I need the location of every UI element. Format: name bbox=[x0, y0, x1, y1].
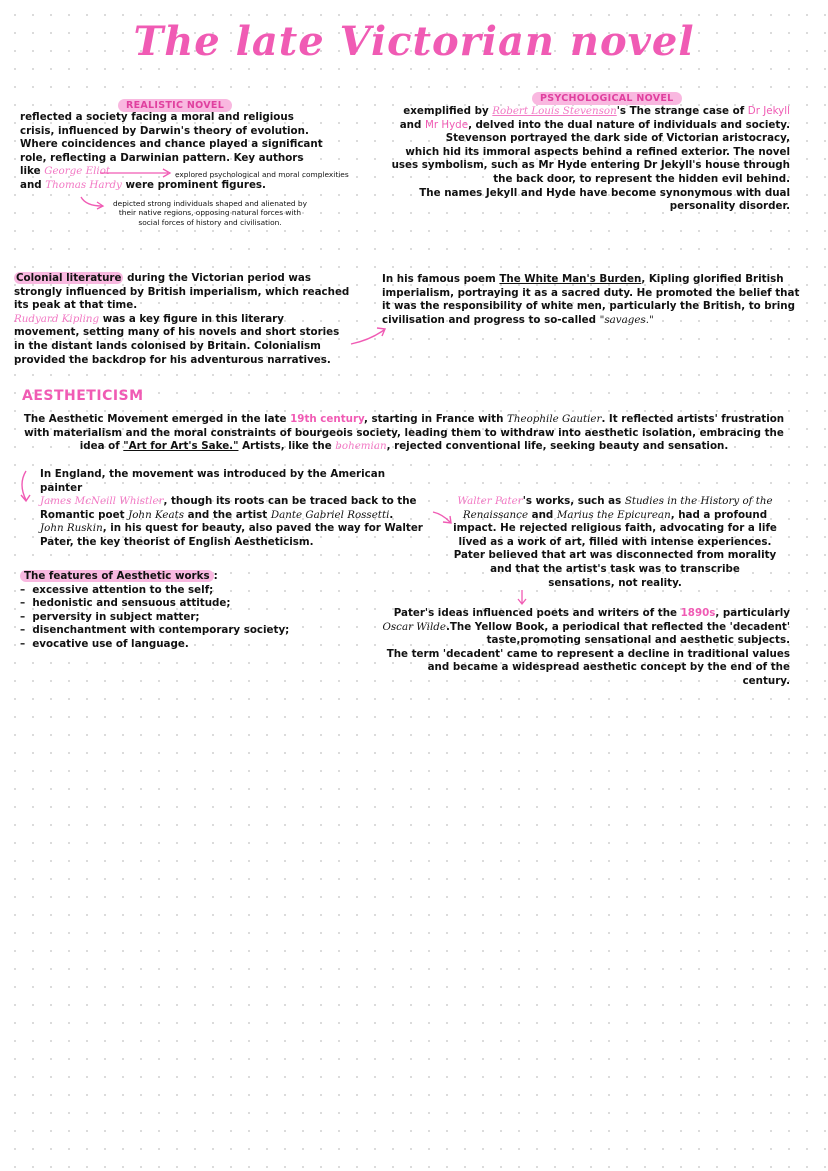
realistic-novel-text bbox=[20, 111, 350, 193]
text-line: strongly influenced by British imperialism, which reached bbox=[14, 285, 350, 298]
text-line bbox=[382, 314, 802, 328]
text-line: with materialism and the moral constraints of bourgeois society, leading them to withdraw into aesthetic isolation, embracing the bbox=[24, 426, 784, 439]
work-studies: Studies in the History of the bbox=[624, 495, 773, 507]
text-line bbox=[40, 509, 430, 523]
author-whistler: James McNeill Whistler bbox=[40, 495, 164, 508]
text-line: taste,promoting sensational and aesthetic subjects. bbox=[486, 634, 790, 647]
text-span: , though its roots can be traced back to the bbox=[163, 495, 417, 508]
text-span: , delved into the dual nature of individuals and society. bbox=[468, 118, 790, 131]
text-span: and bbox=[531, 508, 554, 521]
hardy-note bbox=[100, 199, 320, 227]
author-kipling: Rudyard Kipling bbox=[14, 312, 100, 325]
text-span: . It reflected artists' frustration bbox=[601, 413, 785, 425]
features-highlight: The features of Aesthetic works bbox=[20, 570, 214, 582]
text-line: reflected a society facing a moral and religious bbox=[20, 111, 294, 123]
psychological-novel-badge: PSYCHOLOGICAL NOVEL bbox=[532, 92, 682, 105]
text-span: : bbox=[213, 570, 218, 582]
text-line: Pater believed that art was disconnected from morality bbox=[453, 549, 777, 562]
author-rossetti: Dante Gabriel Rossetti bbox=[270, 508, 390, 521]
feature-item: hedonistic and sensuous attitude; bbox=[32, 597, 231, 610]
text-line bbox=[20, 179, 350, 193]
author-gautier: Theophile Gautier bbox=[507, 413, 602, 425]
author-pater: Walter Pater bbox=[457, 495, 523, 507]
text-line: impact. He rejected religious faith, advocating for a life bbox=[453, 522, 777, 535]
character-hyde: Mr Hyde bbox=[424, 118, 469, 131]
text-span: .The Yellow Book, a periodical that reflected the 'decadent' bbox=[445, 620, 790, 633]
eliot-arrow-icon bbox=[100, 168, 180, 178]
text-line: their native regions, opposing natural forces with bbox=[118, 208, 302, 218]
text-span: , Kipling glorified British bbox=[641, 273, 784, 285]
text-line: Where coincidences and chance played a significant bbox=[20, 138, 323, 151]
colonial-literature-highlight: Colonial literature bbox=[16, 272, 122, 284]
colonial-literature-text bbox=[14, 272, 354, 367]
feature-item: disenchantment with contemporary society; bbox=[32, 624, 290, 637]
text-span: exemplified by bbox=[403, 105, 489, 117]
text-span: and the artist bbox=[187, 508, 268, 521]
text-line: and became a widespread aesthetic concept by the end of the century. bbox=[427, 661, 790, 687]
list-item: – hedonistic and sensuous attitude; bbox=[20, 597, 231, 610]
text-line: lived as a work of art, filled with intense experiences. bbox=[458, 535, 772, 548]
author-george-eliot: George Eliot bbox=[44, 165, 111, 178]
bohemian-term: bohemian bbox=[335, 440, 387, 453]
poem-title: The White Man's Burden bbox=[499, 273, 642, 285]
nineteenth-century: 19th century bbox=[290, 413, 364, 425]
text-line bbox=[390, 119, 790, 133]
text-line: provided the backdrop for his adventurous narratives. bbox=[14, 353, 331, 366]
text-span: Artists, like the bbox=[242, 440, 332, 453]
text-line: imperialism, portraying it as a sacred duty. He promoted the belief that bbox=[382, 286, 800, 299]
text-span: Pater's ideas influenced poets and writers of the bbox=[393, 607, 678, 619]
work-marius: Marius the Epicurean bbox=[556, 508, 671, 521]
text-span: , particularly bbox=[715, 607, 790, 619]
decadent-arrow-icon bbox=[516, 590, 528, 606]
text-line: Pater, the key theorist of English Aestheticism. bbox=[40, 535, 314, 548]
list-item: – evocative use of language. bbox=[20, 637, 189, 650]
list-item: – perversity in subject matter; bbox=[20, 610, 200, 623]
aestheticism-heading: AESTHETICISM bbox=[22, 388, 144, 404]
text-line bbox=[445, 509, 785, 523]
text-line: in the distant lands colonised by Britain. Colonialism bbox=[14, 339, 321, 352]
features-list bbox=[20, 570, 340, 652]
text-line: its peak at that time. bbox=[14, 299, 138, 312]
text-line: depicted strong individuals shaped and alienated by bbox=[112, 199, 307, 208]
text-line: it was the responsibility of white men, particularly the British, to bring bbox=[382, 300, 795, 313]
text-span: during the Victorian period was bbox=[127, 272, 311, 284]
realistic-novel-badge: REALISTIC NOVEL bbox=[118, 99, 232, 112]
art-for-arts-sake: "Art for Art's Sake." bbox=[123, 440, 239, 453]
text-span: 's The strange case of bbox=[616, 105, 745, 117]
text-line: In England, the movement was introduced by the American painter bbox=[40, 468, 386, 494]
text-line: Stevenson portrayed the dark side of Victorian aristocracy, bbox=[445, 132, 790, 145]
savages-quote: "savages." bbox=[599, 313, 654, 326]
text-line: movement, setting many of his novels and short stories bbox=[14, 326, 340, 339]
walter-pater-text bbox=[445, 495, 785, 590]
white-mans-burden-text bbox=[382, 273, 802, 327]
text-line bbox=[14, 440, 794, 454]
text-line bbox=[380, 607, 790, 621]
author-stevenson: Robert Louis Stevenson bbox=[492, 105, 617, 117]
text-span: idea of bbox=[79, 440, 120, 453]
text-line bbox=[14, 272, 354, 286]
text-line: uses symbolism, such as Mr Hyde entering Dr Jekyll's house through bbox=[391, 159, 790, 172]
page-title: The late Victorian novel bbox=[133, 18, 695, 65]
eliot-note: explored psychological and moral complexities bbox=[175, 170, 349, 179]
text-line: personality disorder. bbox=[669, 200, 790, 213]
aestheticism-intro bbox=[14, 413, 794, 454]
author-thomas-hardy: Thomas Hardy bbox=[45, 178, 122, 191]
work-renaissance: Renaissance bbox=[462, 508, 529, 521]
england-aestheticism-text bbox=[40, 468, 430, 550]
text-line: sensations, not reality. bbox=[548, 576, 682, 589]
text-line: The names Jekyll and Hyde have become synonymous with dual bbox=[419, 186, 790, 199]
author-wilde: Oscar Wilde bbox=[382, 620, 446, 633]
text-line bbox=[40, 495, 430, 509]
text-line: crisis, influenced by Darwin's theory of evolution. bbox=[20, 124, 309, 137]
text-span: 's works, such as bbox=[522, 495, 622, 507]
text-line: The term 'decadent' came to represent a decline in traditional values bbox=[386, 647, 790, 660]
text-span: , in his quest for beauty, also paved the way for Walter bbox=[102, 522, 423, 535]
text-line bbox=[14, 413, 794, 427]
text-span: civilisation and progress to so-called bbox=[382, 313, 597, 326]
text-span: Romantic poet bbox=[40, 508, 125, 521]
list-item: – disenchantment with contemporary society; bbox=[20, 624, 290, 637]
text-line: role, reflecting a Darwinian pattern. Key authors bbox=[20, 151, 304, 164]
feature-item: excessive attention to the self; bbox=[32, 583, 214, 596]
text-span: , starting in France with bbox=[363, 413, 504, 425]
text-line bbox=[20, 570, 340, 584]
text-span: were prominent figures. bbox=[125, 178, 266, 191]
text-span: , had a profound bbox=[670, 508, 768, 521]
psychological-novel-text bbox=[390, 105, 790, 214]
text-line bbox=[445, 495, 785, 509]
england-arrow-icon bbox=[18, 470, 34, 504]
text-line bbox=[14, 313, 354, 327]
feature-item: perversity in subject matter; bbox=[32, 610, 200, 623]
text-span: The Aesthetic Movement emerged in the late bbox=[23, 413, 287, 425]
text-line bbox=[382, 273, 802, 287]
text-line bbox=[40, 522, 430, 536]
decadent-text bbox=[380, 607, 790, 689]
text-span: . bbox=[389, 508, 394, 521]
feature-item: evocative use of language. bbox=[32, 637, 189, 650]
text-line: which hid its immoral aspects behind a refined exterior. The novel bbox=[405, 145, 790, 158]
author-ruskin: John Ruskin bbox=[40, 522, 103, 535]
character-jekyll: Dr Jekyll bbox=[747, 105, 790, 117]
text-span: , rejected conventional life, seeking beauty and sensation. bbox=[386, 440, 729, 453]
list-item: – excessive attention to the self; bbox=[20, 583, 214, 596]
text-span: was a key figure in this literary bbox=[102, 312, 284, 325]
eighteen-nineties: 1890s bbox=[680, 607, 716, 619]
author-keats: John Keats bbox=[128, 508, 185, 521]
text-line bbox=[390, 105, 790, 119]
text-span: and bbox=[399, 118, 422, 131]
text-span: like bbox=[20, 165, 41, 178]
text-span: and bbox=[20, 178, 42, 191]
text-line: and that the artist's task was to transcribe bbox=[490, 562, 740, 575]
text-span: In his famous poem bbox=[382, 273, 496, 285]
text-line bbox=[380, 621, 790, 635]
text-line: social forces of history and civilisation. bbox=[138, 217, 282, 227]
text-line: the back door, to represent the hidden evil behind. bbox=[493, 172, 790, 185]
